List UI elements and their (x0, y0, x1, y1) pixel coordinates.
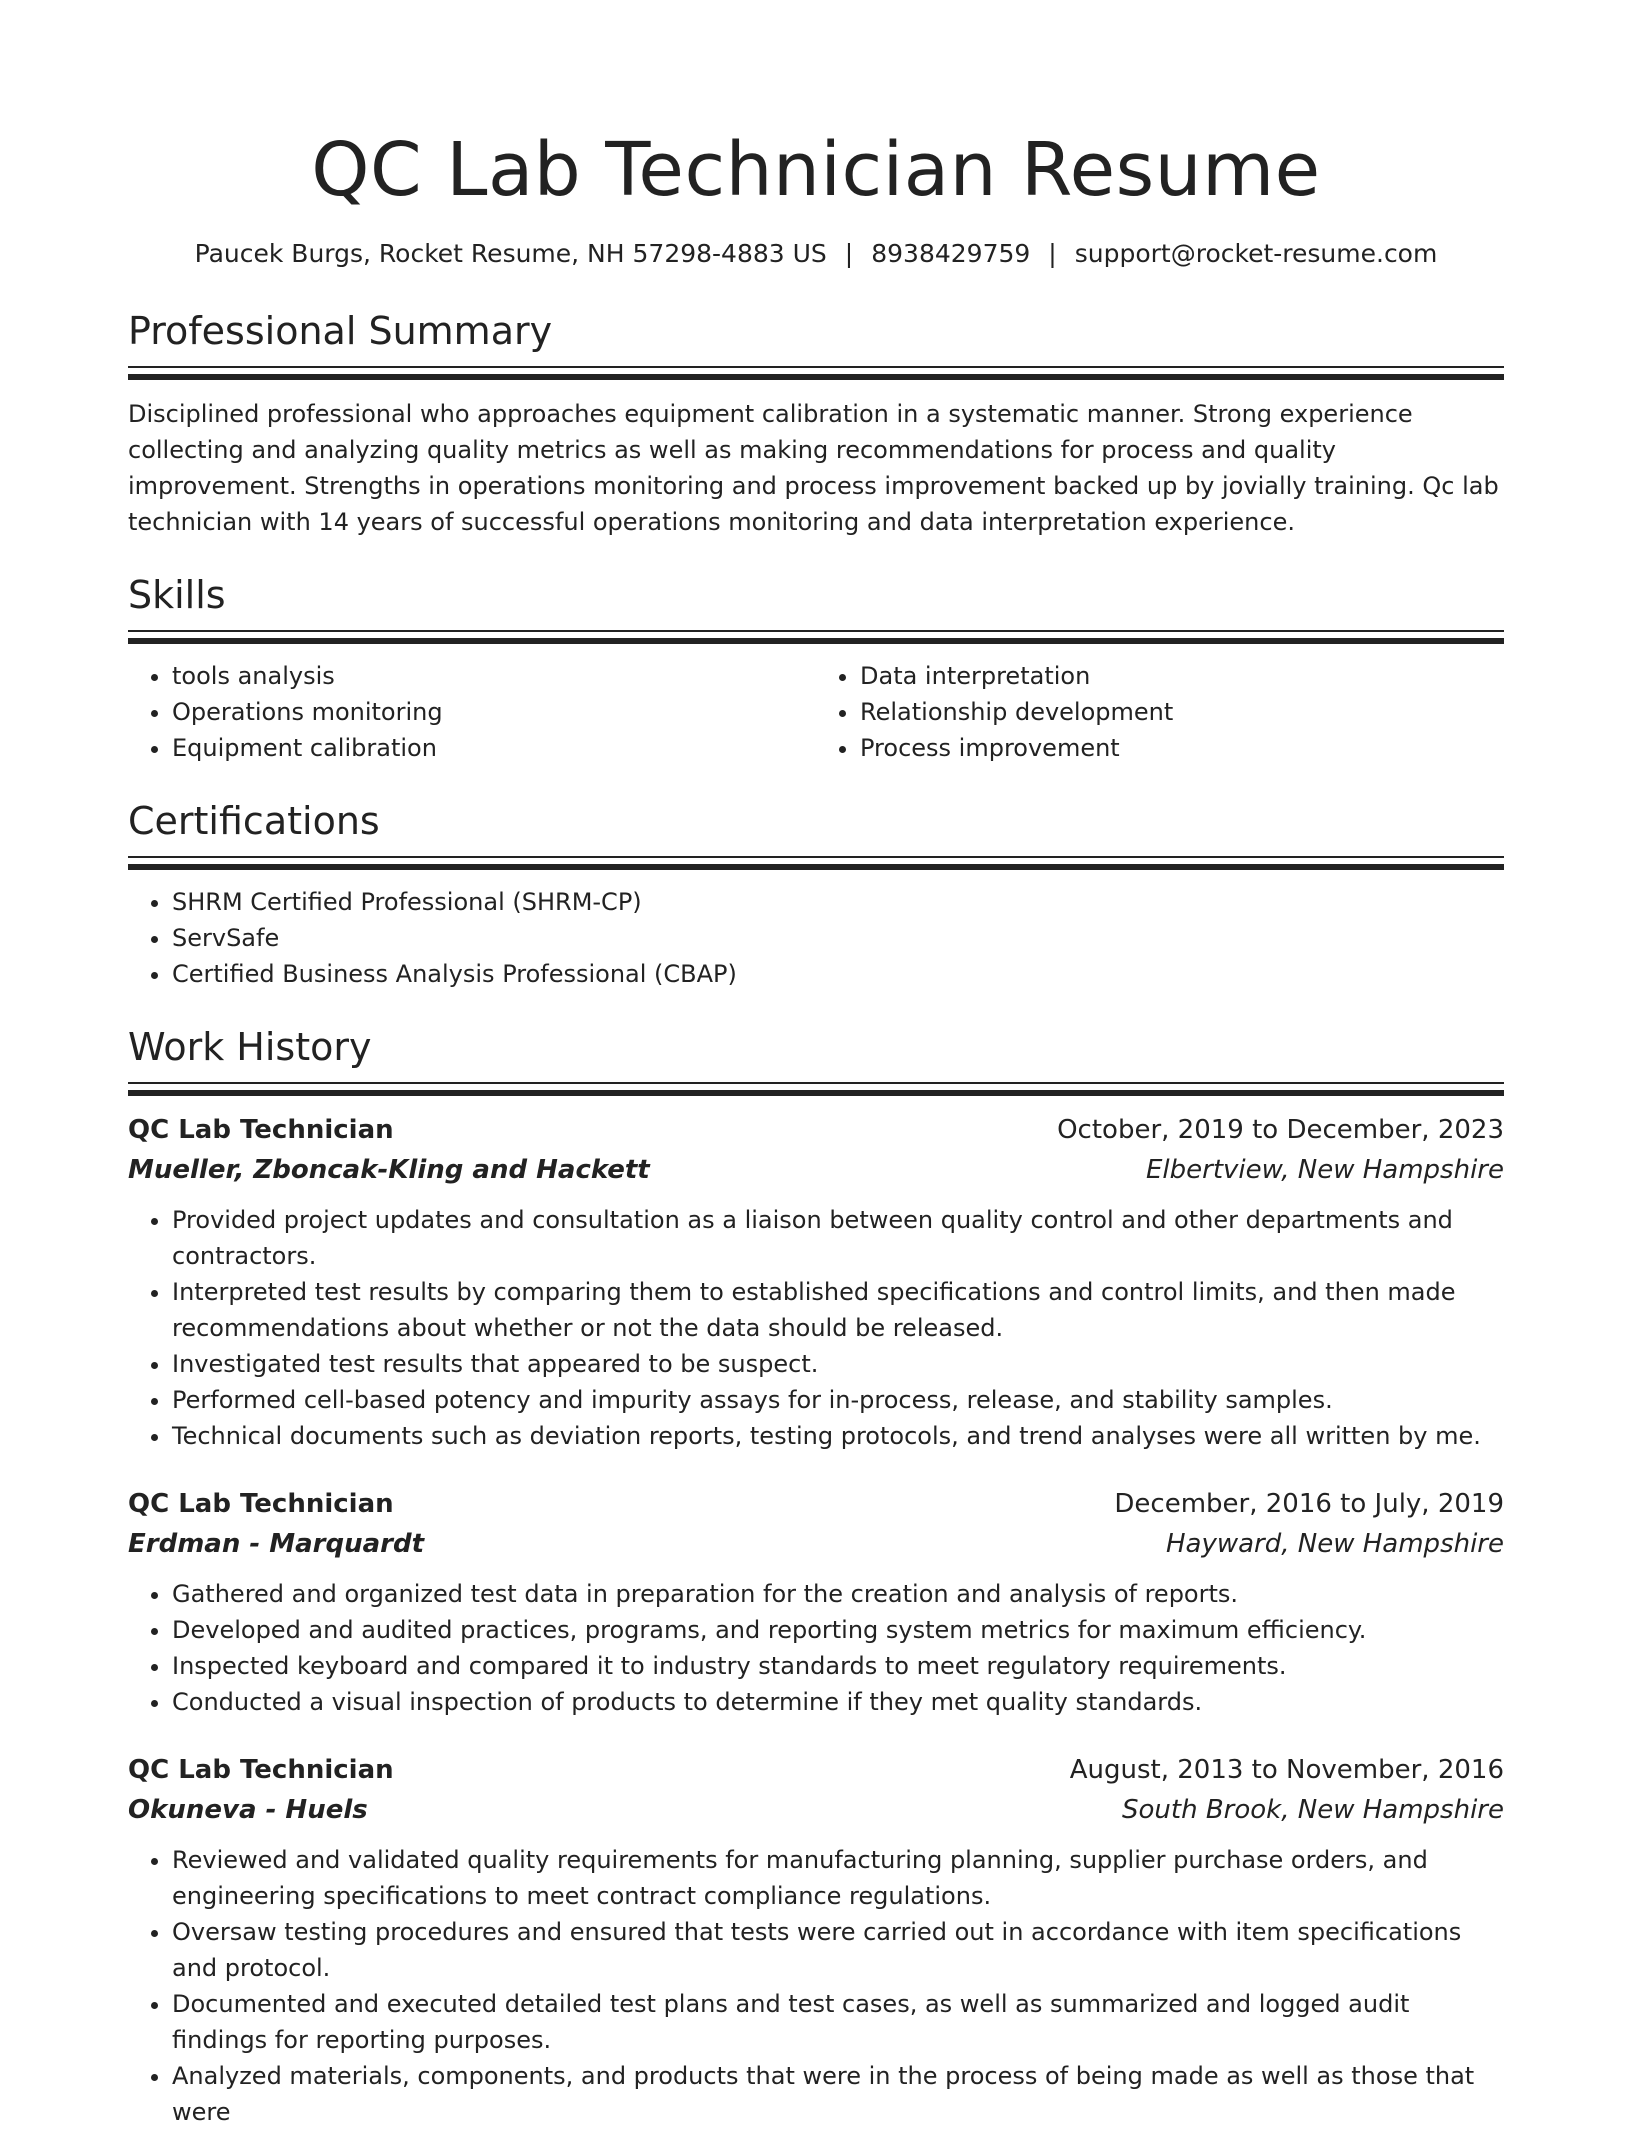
job-dates: August, 2013 to November, 2016 (1069, 1755, 1504, 1785)
certifications-list (128, 884, 1504, 992)
job-bullet-list (128, 1576, 1504, 1720)
skills-list-right (816, 658, 1504, 766)
certifications-section (128, 796, 1504, 992)
job-bullet: • Gathered and organized test data in preparation for the creation and analysis of reports. (172, 1576, 1504, 1612)
summary-section (128, 306, 1504, 540)
job-title: QC Lab Technician (128, 1755, 394, 1785)
section-divider (128, 1082, 1504, 1096)
job-entry (128, 1110, 1504, 1454)
certification-item: • SHRM Certified Professional (SHRM-CP) (172, 884, 1504, 920)
skills-section (128, 570, 1504, 766)
certifications-heading: Certifications (128, 799, 380, 843)
skills-columns (128, 658, 1504, 766)
skill-item: • Process improvement (860, 730, 1504, 766)
job-header-row (128, 1484, 1504, 1524)
job-header-row (128, 1110, 1504, 1150)
job-bullet: • Analyzed materials, components, and products that were in the process of being made as well as those that were (172, 2058, 1504, 2130)
skill-item: • tools analysis (172, 658, 816, 694)
section-divider (128, 630, 1504, 644)
job-company-row (128, 1150, 1504, 1190)
skill-item: • Data interpretation (860, 658, 1504, 694)
job-bullet: • Inspected keyboard and compared it to industry standards to meet regulatory requirements. (172, 1648, 1504, 1684)
job-header-row (128, 1750, 1504, 1790)
work-history-heading: Work History (128, 1025, 372, 1069)
contact-line (128, 236, 1504, 272)
summary-heading: Professional Summary (128, 309, 553, 353)
job-bullet: • Oversaw testing procedures and ensured that tests were carried out in accordance with item specifications and protocol. (172, 1914, 1504, 1986)
section-divider (128, 366, 1504, 380)
job-bullet: • Reviewed and validated quality requirements for manufacturing planning, supplier purchase orders, and engineering specifications to meet contract compliance regulations. (172, 1842, 1504, 1914)
job-bullet: • Documented and executed detailed test plans and test cases, as well as summarized and logged audit findings for reporting purposes. (172, 1986, 1504, 2058)
job-bullet: • Provided project updates and consultation as a liaison between quality control and other departments and contractors. (172, 1202, 1504, 1274)
summary-text: Disciplined professional who approaches equipment calibration in a systematic manner. Strong experience collecting and analyzing quality metrics as well as making recommendations for process and quality improvement. Strengths in operations monitoring and process improvement backed up by jovially training. Qc lab technician with 14 years of successful operations monitoring and data interpretation experience. (128, 400, 1499, 536)
job-entry (128, 1484, 1504, 1720)
contact-separator: | (1048, 239, 1057, 268)
job-dates: December, 2016 to July, 2019 (1114, 1489, 1504, 1519)
certification-item: • ServSafe (172, 920, 1504, 956)
job-bullet: • Conducted a visual inspection of products to determine if they met quality standards. (172, 1684, 1504, 1720)
job-bullet: • Technical documents such as deviation reports, testing protocols, and trend analyses were all written by me. (172, 1418, 1504, 1454)
skill-item: • Equipment calibration (172, 730, 816, 766)
job-bullet-list (128, 1842, 1504, 2130)
job-company-row (128, 1790, 1504, 1830)
job-location: Hayward, New Hampshire (1165, 1529, 1504, 1559)
job-entry (128, 1750, 1504, 2130)
job-dates: October, 2019 to December, 2023 (1057, 1115, 1504, 1145)
section-divider (128, 856, 1504, 870)
job-title: QC Lab Technician (128, 1489, 394, 1519)
job-company: Okuneva - Huels (128, 1795, 368, 1825)
contact-address: Paucek Burgs, Rocket Resume, NH 57298-4883 US (194, 239, 827, 268)
skill-item: • Operations monitoring (172, 694, 816, 730)
job-company: Mueller, Zboncak-Kling and Hackett (128, 1155, 650, 1185)
certification-item: • Certified Business Analysis Professional (CBAP) (172, 956, 1504, 992)
job-bullet: • Investigated test results that appeared to be suspect. (172, 1346, 1504, 1382)
job-location: South Brook, New Hampshire (1122, 1795, 1504, 1825)
job-company-row (128, 1524, 1504, 1564)
job-location: Elbertview, New Hampshire (1146, 1155, 1504, 1185)
job-bullet-list (128, 1202, 1504, 1454)
work-history-section (128, 1022, 1504, 2130)
job-title: QC Lab Technician (128, 1115, 394, 1145)
job-bullet: • Developed and audited practices, programs, and reporting system metrics for maximum efficiency. (172, 1612, 1504, 1648)
skills-heading: Skills (128, 573, 226, 617)
contact-email[interactable]: support@rocket-resume.com (1074, 239, 1438, 268)
contact-separator: | (844, 239, 854, 268)
skill-item: • Relationship development (860, 694, 1504, 730)
resume-title: QC Lab Technician Resume (311, 127, 1321, 213)
contact-phone: 8938429759 (871, 239, 1031, 268)
job-bullet: • Interpreted test results by comparing them to established specifications and control limits, and then made recommendations about whether or not the data should be released. (172, 1274, 1504, 1346)
skills-list-left (128, 658, 816, 766)
job-bullet: • Performed cell-based potency and impurity assays for in-process, release, and stability samples. (172, 1382, 1504, 1418)
job-company: Erdman - Marquardt (128, 1529, 425, 1559)
